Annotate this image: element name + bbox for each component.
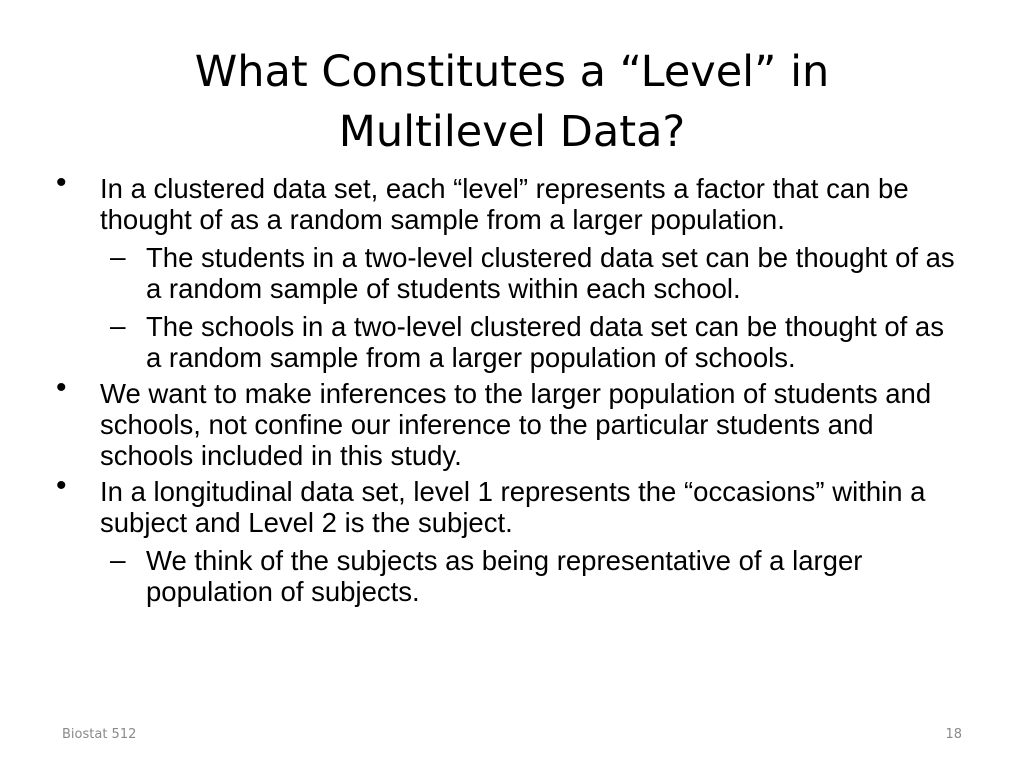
dash-icon: –	[110, 310, 126, 341]
sub-bullet-item	[0, 545, 966, 607]
sub-bullet-item	[0, 242, 966, 304]
title-line-2: Multilevel Data?	[338, 107, 686, 157]
bullet-icon: •	[56, 371, 67, 404]
bullet-icon: •	[56, 166, 67, 199]
sub-bullet-item	[0, 311, 966, 373]
bullet-icon: •	[56, 469, 67, 502]
sub-bullet-text: The schools in a two-level clustered data set can be thought of as a random sample from a larger population of schools.	[146, 311, 944, 373]
bullet-text: In a longitudinal data set, level 1 represents the “occasions” within a subject and Level 2 is the subject.	[100, 476, 926, 538]
bullet-item	[0, 469, 970, 538]
dash-icon: –	[110, 544, 126, 575]
slide-body	[0, 168, 1024, 607]
sub-bullet-text: The students in a two-level clustered data set can be thought of as a random sample of students within each school.	[146, 242, 955, 304]
sub-bullet-text: We think of the subjects as being representative of a larger population of subjects.	[146, 545, 863, 607]
slide-number: 18	[945, 727, 962, 742]
title-line-1: What Constitutes a “Level” in	[194, 47, 830, 97]
bullet-text: In a clustered data set, each “level” represents a factor that can be thought of as a random sample from a larger population.	[100, 173, 909, 235]
footer-course-label: Biostat 512	[62, 727, 137, 742]
dash-icon: –	[110, 241, 126, 272]
slide-title	[100, 42, 924, 162]
bullet-text: We want to make inferences to the larger population of students and schools, not confine our inference to the particular students and schools included in this study.	[100, 378, 932, 471]
bullet-item	[0, 166, 970, 235]
bullet-item	[0, 371, 970, 471]
